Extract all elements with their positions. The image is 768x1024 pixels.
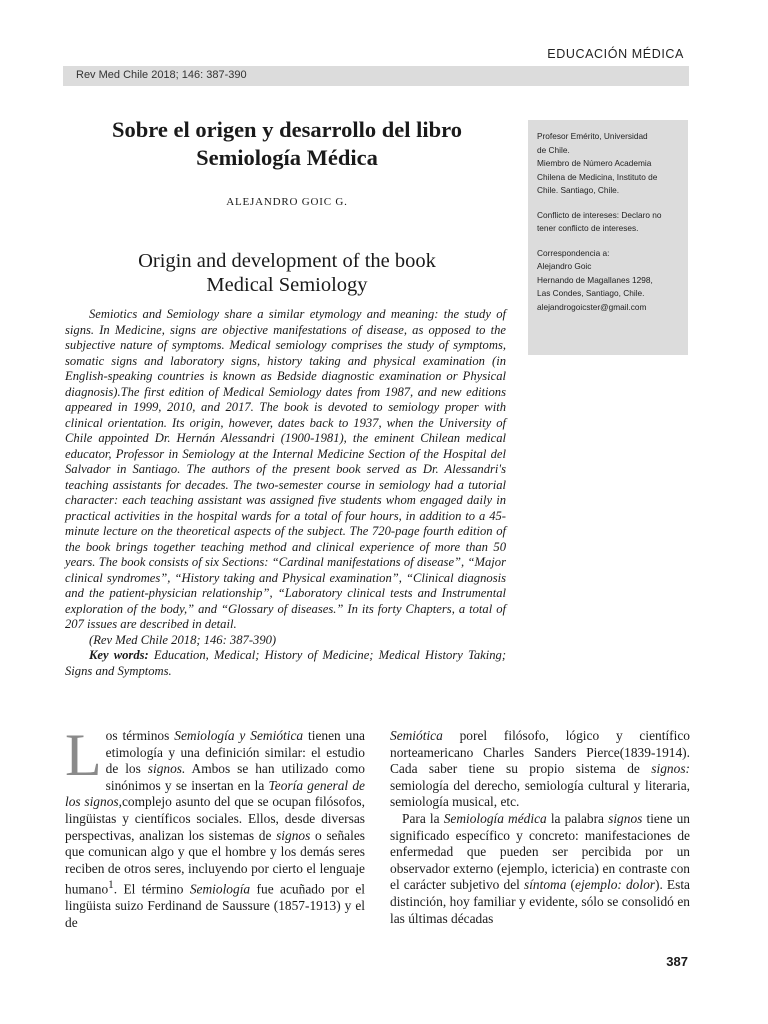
- body-term: signos: [608, 810, 643, 826]
- correspondence-email[interactable]: alejandrogoicster@gmail.com: [537, 301, 647, 312]
- body-text: o señales que comunican algo y que el hombre y los demás seres reciben de otros seres, incluyendo por cierto el lenguaje humano: [65, 827, 365, 897]
- correspondence-line: Hernando de Magallanes 1298,: [537, 274, 653, 285]
- affiliation-line: Chilena de Medicina, Instituto de: [537, 171, 658, 182]
- author-name: ALEJANDRO GOIC G.: [226, 196, 348, 208]
- body-text: Ambos se han utilizado como sinónimos y se insertan en la: [105, 761, 365, 793]
- footnote-ref[interactable]: 1: [108, 879, 114, 892]
- body-term: Semiología: [189, 881, 251, 897]
- body-paragraph: [390, 728, 690, 811]
- abstract: [65, 307, 506, 679]
- body-text: ). Esta distinción, hoy familiar y evidente, sólo se consolidó en las últimas décadas: [390, 877, 690, 926]
- affiliation-line: Chile. Santiago, Chile.: [537, 185, 620, 195]
- correspondence-line: Correspondencia a:: [537, 247, 610, 258]
- en-title-line-2: Medical Semiology: [206, 274, 368, 296]
- affiliation-line: de Chile.: [537, 144, 570, 155]
- correspondence: [537, 247, 684, 315]
- journal-citation: Rev Med Chile 2018; 146: 387-390: [76, 69, 247, 81]
- affiliation: [537, 130, 684, 198]
- body-term: signos:: [651, 761, 690, 777]
- body-text: tiene un significado específico y concreto: manifestaciones de enfermedad que pueden ser percibida por un observador externo (ejemplo, ictericia) en contraste con el carácter subjetivo del: [390, 810, 690, 893]
- page-number: 387: [666, 954, 688, 969]
- conflict-of-interest: [537, 209, 684, 236]
- abstract-citation: (Rev Med Chile 2018; 146: 387-390): [89, 632, 277, 647]
- body-column-left: [65, 722, 365, 932]
- abstract-body: Semiotics and Semiology share a similar etymology and meaning: the study of signs. In Medicine, signs are objective manifestations of disease, as opposed to the subjective nature of symptoms. Medical semiology comprises the study of symptoms, somatic signs and laboratory signs, history taking and physical examination (in English-speaking countries is known as Bedside diagnostic examination or Physical diagnosis).The first edition of Medical Semiology dates from 1987, and new editions appeared in 1999, 2010, and 2017. The book is devoted to semiology proper with clinical orientation. Its origin, however, dates back to 1937, when the University of Chile appointed Dr. Hernán Alessandri (1900-1981), the eminent Chilean medical educator, Professor in Semiology at the Internal Medicine Section of the Hospital del Salvador in Santiago. The authors of the present book served as Dr. Alessandri's teaching assistants for decades. The two-semester course in semiology had a tutorial character: each teaching assistant was assigned five students whom engaged daily in practical activities in the hospital wards for a total of four hours, in addition to a 45- minute lecture on the theoretical aspects of the subject. The 720-page fourth edition of the book brings together teaching method and clinical experience of more than 50 years. The book consists of six Sections: “Cardinal manifestations of disease”, “Major clinical syndromes”, “History taking and Physical examination”, “Clinical diagnosis and the patient-physician relationship”, “Laboratory clinical tests and Instrumental exploration of the body,” and “Glossary of diseases.” In its forty Chapters, a total of 207 issues are described in detail.: [65, 307, 506, 631]
- keywords-label: Key words:: [89, 648, 149, 662]
- body-text: ,complejo asunto del que se ocupan filósofos, lingüistas y científicos sociales. Ellos, desde diversas perspectivas, analizan los sistemas de: [65, 794, 365, 843]
- body-text: porel filósofo, lógico y científico norteamericano Charles Sanders Pierce(1839-1914). Cada saber tiene su propio sistema de: [390, 728, 690, 777]
- correspondence-line: Las Condes, Santiago, Chile.: [537, 288, 645, 298]
- body-term: signos.: [147, 761, 186, 777]
- body-term: ejemplo: dolor: [575, 877, 655, 893]
- body-term: Teoría general de los signos: [65, 777, 365, 810]
- body-text: tienen una etimología y una definición similar: el estudio de los: [105, 728, 365, 777]
- title-line-2: Semiología Médica: [196, 145, 378, 170]
- body-text: . El término: [113, 881, 190, 897]
- section-label: EDUCACIÓN MÉDICA: [547, 47, 684, 61]
- body-term: Semiología y Semiótica: [174, 728, 304, 743]
- drop-cap: L: [65, 722, 102, 788]
- body-paragraph: [390, 811, 690, 927]
- body-text: Para la: [402, 810, 444, 826]
- en-title-line-1: Origin and development of the book: [138, 250, 436, 272]
- body-term: síntoma: [523, 877, 567, 893]
- body-text: fue acuñado por el lingüista suizo Ferdinand de Saussure (1857-1913) y el de: [65, 881, 365, 930]
- body-text: semiología del derecho, semiología cultural y literaria, semiología musical, etc.: [390, 777, 690, 810]
- keywords: [65, 648, 506, 679]
- body-text: (: [566, 877, 575, 893]
- article-title-spanish: [63, 116, 511, 172]
- body-paragraph: [65, 722, 365, 932]
- body-text: la palabra: [546, 810, 609, 826]
- body-term: Semiología médica: [443, 810, 547, 826]
- title-line-1: Sobre el origen y desarrollo del libro: [112, 117, 462, 142]
- keywords-list: Education, Medical; History of Medicine; Medical History Taking; Signs and Symptoms.: [65, 648, 507, 678]
- conflict-line: Conflicto de intereses: Declaro no: [537, 209, 662, 220]
- citation-bar: [63, 66, 689, 86]
- article-title-english: [63, 249, 511, 297]
- body-term: signos: [276, 827, 311, 843]
- affiliation-line: Miembro de Número Academia: [537, 158, 652, 168]
- body-column-right: [390, 728, 690, 927]
- affiliation-line: Profesor Emérito, Universidad: [537, 131, 648, 141]
- body-term: Semiótica: [390, 728, 443, 743]
- author-info-sidebar: [528, 120, 688, 355]
- correspondence-line: Alejandro Goic: [537, 261, 592, 271]
- body-text: os términos: [105, 728, 175, 743]
- conflict-line: tener conflicto de intereses.: [537, 223, 639, 233]
